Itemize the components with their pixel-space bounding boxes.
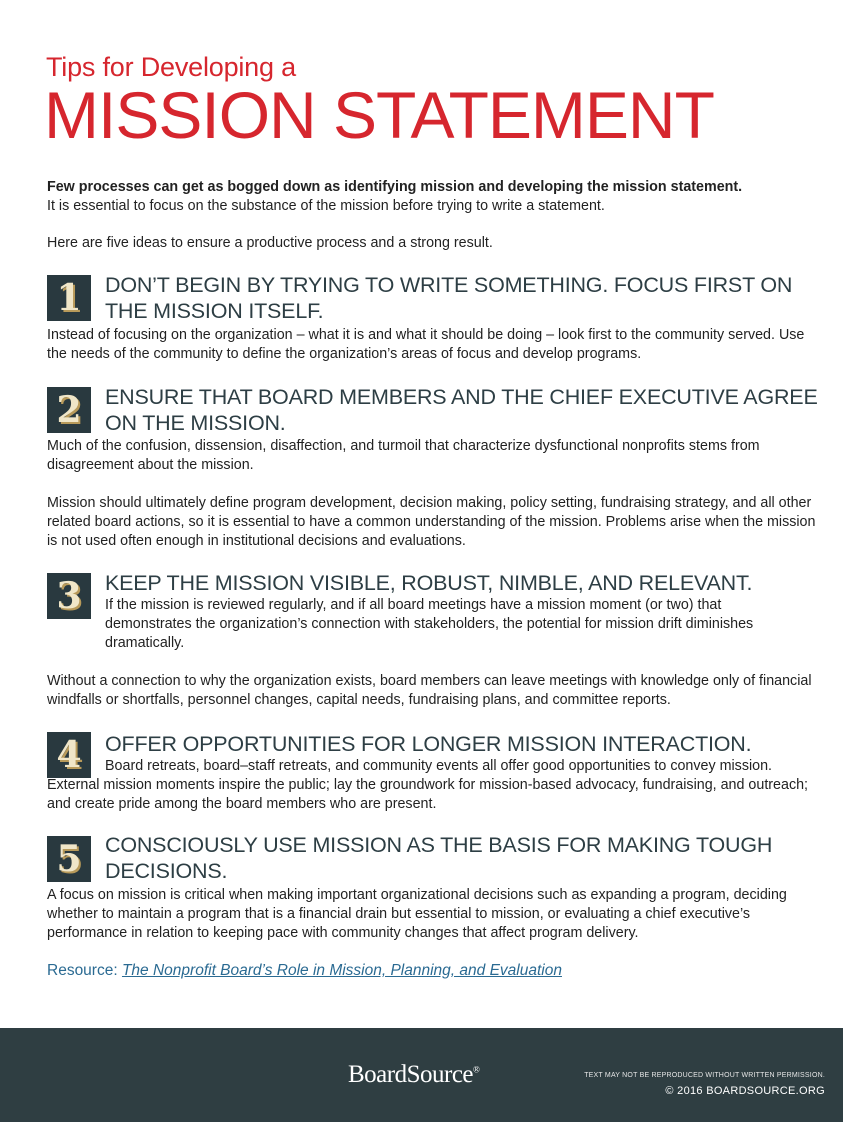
logo-text: BoardSource: [348, 1061, 474, 1088]
tip-body-3a: If the mission is reviewed regularly, and if all board meetings have a mission moment (or two) that demonstrates the organization’s connection with stakeholders, the potential for mission drift diminishes dramatically.: [105, 597, 754, 651]
tip-body-2b: Mission should ultimately define program development, decision making, policy setting, fundraising strategy, and all other related board actions, so it is essential to have a common understanding of the mission. Problems arise when the mission is not used often enough in institutional decisions and evaluations.: [47, 495, 816, 549]
page-title: MISSION STATEMENT: [44, 78, 714, 152]
tip-body-4-text: Board retreats, board–staff retreats, and community events all offer good opportunities to convey mission. External mission moments inspire the public; lay the groundwork for mission-based advocacy, fundraising, and outreach; and create pride among the board members who are present.: [47, 758, 809, 812]
tip-number-1: 1: [47, 275, 91, 321]
intro-bold: Few processes can get as bogged down as identifying mission and developing the mission statement.: [47, 179, 743, 195]
intro-line: It is essential to focus on the substance of the mission before trying to write a statement.: [47, 198, 605, 214]
tip-body-5: A focus on mission is critical when making important organizational decisions such as expanding a program, deciding whether to maintain a program that is a financial drain but essential to mission, or evaluating a chief executive’s performance in relation to keeping pace with community changes that affect program delivery.: [47, 887, 787, 941]
tip-number-2: 2: [47, 387, 91, 433]
copyright: © 2016 BOARDSOURCE.ORG: [665, 1085, 825, 1097]
page-subtitle: Tips for Developing a: [46, 52, 296, 82]
tip-body-2a: Much of the confusion, dissension, disaffection, and turmoil that characterize dysfunctional nonprofits stems from disagreement about the mission.: [47, 438, 760, 473]
resource: [47, 962, 562, 980]
tip-body-1: Instead of focusing on the organization – what it is and what it should be doing – look first to the community served. Use the needs of the community to define the organization’s areas of focus and develop programs.: [47, 327, 805, 362]
resource-link[interactable]: The Nonprofit Board’s Role in Mission, Planning, and Evaluation: [121, 962, 562, 979]
tip-heading-3: KEEP THE MISSION VISIBLE, ROBUST, NIMBLE, AND RELEVANT.: [105, 571, 753, 595]
resource-label: Resource:: [47, 962, 118, 979]
trademark-mark: ®: [473, 1064, 480, 1075]
tip-heading-5: CONSCIOUSLY USE MISSION AS THE BASIS FOR MAKING TOUGH DECISIONS.: [105, 833, 773, 883]
tip-heading-2: ENSURE THAT BOARD MEMBERS AND THE CHIEF EXECUTIVE AGREE ON THE MISSION.: [105, 385, 818, 435]
tip-heading-4: OFFER OPPORTUNITIES FOR LONGER MISSION INTERACTION.: [105, 732, 752, 756]
footer: [0, 1028, 843, 1122]
tip-body-4: [47, 757, 822, 814]
tip-body-3b: Without a connection to why the organization exists, board members can leave meetings with knowledge only of financial windfalls or shortfalls, personnel changes, capital needs, fundraising plans, and committee reports.: [47, 673, 812, 708]
intro-lead: Here are five ideas to ensure a productive process and a strong result.: [47, 235, 493, 251]
tip-number-4: 4: [47, 732, 91, 778]
boardsource-logo: [348, 1061, 479, 1089]
tip-heading-1: DON’T BEGIN BY TRYING TO WRITE SOMETHING. FOCUS FIRST ON THE MISSION ITSELF.: [105, 273, 793, 323]
tip-number-5: 5: [47, 836, 91, 882]
reproduction-notice: TEXT MAY NOT BE REPRODUCED WITHOUT WRITTEN PERMISSION.: [584, 1072, 825, 1079]
tip-number-3: 3: [47, 573, 91, 619]
